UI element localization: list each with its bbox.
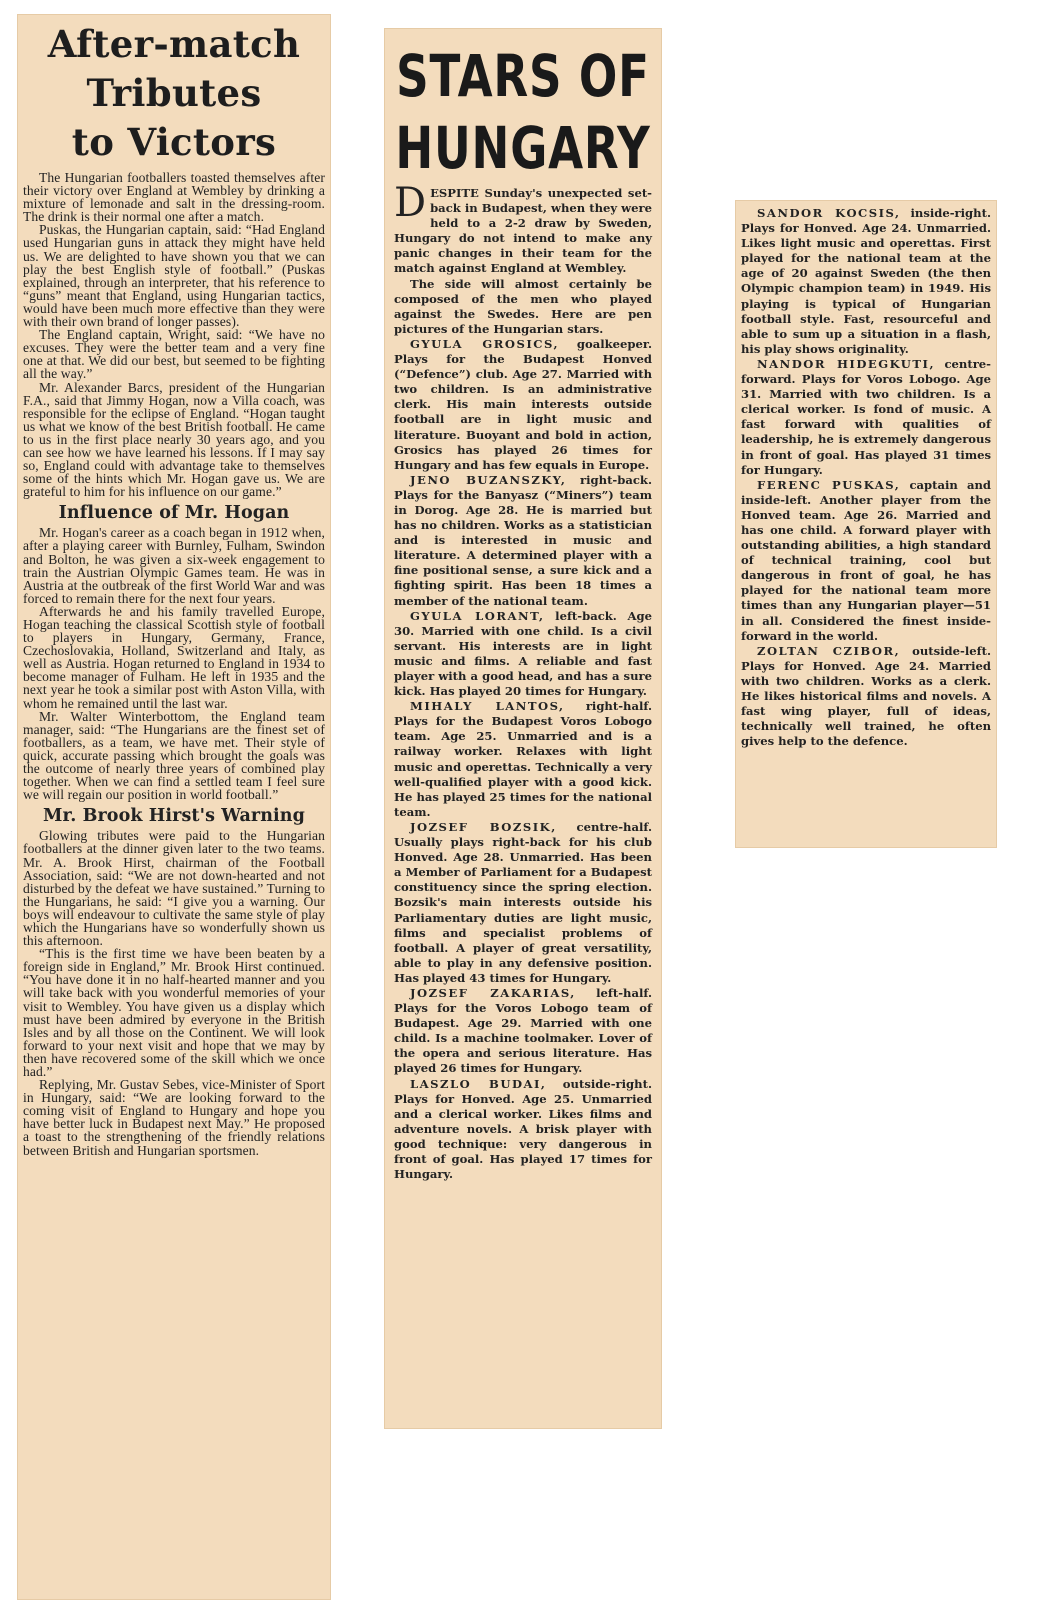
clipping-after-match-tributes xyxy=(17,14,331,1600)
paragraph: Mr. Walter Winterbottom, the England team manager, said: “The Hungarians are the finest set of footballers, as a team, we have met. Their style of quick, accurate passing which brought the goals was the outcome of nearly three years of combined play together. When we can find a settled team I feel sure we will regain our position in world football.” xyxy=(23,708,325,803)
player-entry xyxy=(394,1077,652,1183)
player-text: left-half. Plays for the Voros Lobogo team of Budapest. Age 29. Married with one child. Is a machine toolmaker. Lover of the opera and serious literature. Has played 26 times for Hungary. xyxy=(394,985,652,1076)
paragraph: Mr. Hogan's career as a coach began in 1912 when, after a playing career with Burnley, Fulham, Swindon and Bolton, he was given a six-week engagement to train the Austrian Olympic Games team. He was in Austria at the outbreak of the first World War and was forced to remain there for the next four years. xyxy=(23,525,325,606)
player-name: SANDOR KOCSIS, xyxy=(757,206,901,220)
intro-paragraph xyxy=(394,180,653,277)
player-name: FERENC PUSKAS, xyxy=(757,477,901,492)
player-entry xyxy=(741,206,991,357)
paragraph: The side will almost certainly be composed of the men who played against the Swedes. Here are pen pictures of the Hungarian stars. xyxy=(394,276,652,336)
player-text: right-half. Plays for the Budapest Voros Lobogo team. Age 25. Unmarried and is a railway worker. Relaxes with light music and operettas. Technically a very well-qualified player with a good kick. He has played 25 times for the national team. xyxy=(394,699,652,819)
player-entry xyxy=(394,986,652,1077)
paragraph: Glowing tributes were paid to the Hungarian footballers at the dinner given later to the two teams. Mr. A. Brook Hirst, chairman of the Football Association, said: “We are not down-hearted and not disturbed by the defeat we have sustained.” Turning to the Hungarians, he said: “I give you a warning. Our boys will endeavour to cultivate the same style of play which the Hungarians have so wonderfully shown us this afternoon. xyxy=(23,828,325,949)
player-entry xyxy=(394,820,652,986)
article-body xyxy=(741,206,991,749)
headline-line: Tributes xyxy=(86,71,262,115)
player-entry xyxy=(741,478,991,644)
player-name: ZOLTAN CZIBOR, xyxy=(757,643,901,658)
headline-line: HUNGARY xyxy=(395,114,651,182)
clipping-stars-of-hungary xyxy=(384,28,662,1429)
article-body xyxy=(394,180,653,1182)
intro-text: ESPITE Sunday's unexpected set-back in Budapest, when they were held to a 2-2 draw by Sweden, Hungary do not intend to make any panic changes in their team for the match against England at Wembley. xyxy=(394,186,653,276)
paragraph: Puskas, the Hungarian captain, said: “Had England used Hungarian guns in attack they might have held us. We are delighted to have shown you that we can play the best English style of football.” (Puskas explained, through an interpreter, that his reference to “guns” meant that England, using Hungarian tactics, would have been much more effective than they were with their own brand of longer passes). xyxy=(23,222,325,330)
drop-cap: D xyxy=(394,180,427,226)
headline-stars-of-hungary xyxy=(391,40,655,184)
subheading-influence-of-mr-hogan: Influence of Mr. Hogan xyxy=(58,503,290,524)
player-text: captain and inside-left. Another player from the Honved team. Age 26. Married and has one child. A forward player with outstanding abilities, a high standard of technical training, cool but dangerous in front of goal, he has played for the national team more times than any Hungarian player—51 in all. Considered the finest inside-forward in the world. xyxy=(741,477,992,643)
player-text: centre-half. Usually plays right-back for his club Honved. Age 28. Unmarried. Has been a Member of Parliament for a Budapest constituency since the spring election. Bozsik's main interests outside his Parliamentary duties are light music, films and specialist problems of football. A player of great versatility, able to play in any defensive position. Has played 43 times for Hungary. xyxy=(394,819,652,985)
paragraph: Mr. Alexander Barcs, president of the Hungarian F.A., said that Jimmy Hogan, now a Villa coach, was responsible for the eclipse of England. “Hogan taught us what we know of the best British football. He came to us in the first place nearly 30 years ago, and you can see how we have learned his lessons. If I may say so, England could with advantage take to themselves some of the hints which Mr. Hogan gave us. We are grateful to him for his influence on our game.” xyxy=(23,379,325,500)
player-name: LASZLO BUDAI, xyxy=(410,1076,547,1091)
player-name: JOZSEF BOZSIK, xyxy=(410,819,557,834)
headline-after-match-tributes xyxy=(23,20,325,167)
player-entry xyxy=(394,473,652,609)
player-entry xyxy=(394,699,652,820)
paragraph: The England captain, Wright, said: “We have no excuses. They were the better team and a very fine one at that. We did our best, but seemed to be fighting all the way.” xyxy=(23,327,325,382)
article-body xyxy=(23,171,325,1157)
player-entry xyxy=(394,609,652,700)
player-name: JENO BUZANSZKY, xyxy=(410,472,567,487)
player-name: NANDOR HIDEGKUTI, xyxy=(757,356,935,371)
player-text: centre-forward. Plays for Voros Lobogo. Age 31. Married with two children. Is a clerical worker. Is fond of music. A fast forward with qualities of leadership, he is extremely dangerous in front of goal. Has played 31 times for Hungary. xyxy=(741,356,991,477)
player-name: GYULA GROSICS, xyxy=(410,336,559,351)
player-entry xyxy=(741,357,991,478)
clipping-stars-of-hungary-continued xyxy=(735,200,997,848)
player-name: GYULA LORANT, xyxy=(410,608,545,623)
player-text: outside-right. Plays for Honved. Age 25. Unmarried and a clerical worker. Likes films and adventure novels. A brisk player with good technique: very dangerous in front of goal. Has played 17 times for Hungary. xyxy=(394,1076,652,1182)
player-entry xyxy=(741,644,991,750)
player-text: right-back. Plays for the Banyasz (“Miners”) team in Dorog. Age 28. He is married but has no children. Works as a statistician and is interested in music and literature. A determined player with a fine positional sense, a sure kick and a fighting spirit. Has been 18 times a member of the national team. xyxy=(394,472,652,608)
subheading-brook-hirst-warning: Mr. Brook Hirst's Warning xyxy=(43,806,305,827)
headline-line: STARS OF xyxy=(396,42,650,110)
player-name: MIHALY LANTOS, xyxy=(410,699,565,714)
player-text: outside-left. Plays for Honved. Age 24. Married with two children. Works as a clerk. He likes historical films and novels. A fast wing player, full of ideas, technically well trained, he often gives help to the defence. xyxy=(741,643,991,749)
paragraph: Afterwards he and his family travelled Europe, Hogan teaching the classical Scottish style of football to players in Hungary, Germany, France, Czechoslovakia, Holland, Switzerland and Italy, as well as Austria. Hogan returned to England in 1934 to become manager of Fulham. He left in 1935 and the next year he took a similar post with Aston Villa, with whom he remained until the last war. xyxy=(23,603,325,711)
player-name: JOZSEF ZAKARIAS, xyxy=(410,985,576,1000)
headline-line: to Victors xyxy=(71,120,277,164)
headline-line: After-match xyxy=(47,22,301,66)
player-text: inside-right. Plays for Honved. Age 24. Unmarried. Likes light music and operettas. First played for the national team at the age of 20 against Sweden (the then Olympic champion team) in 1949. His playing is typical of Hungarian football style. Fast, resourceful and able to sum up a situation in a flash, his play shows originality. xyxy=(741,206,991,356)
player-text: goalkeeper. Plays for the Budapest Honved (“Defence”) club. Age 27. Married with two children. Is an administrative clerk. His main interests outside football are in light music and literature. Buoyant and bold in action, Grosics has played 26 times for Hungary and has few equals in Europe. xyxy=(394,336,652,472)
paragraph: The Hungarian footballers toasted themselves after their victory over England at Wembley by drinking a mixture of lemonade and salt in the dressing-room. The drink is their normal one after a match. xyxy=(23,170,325,225)
paragraph: “This is the first time we have been beaten by a foreign side in England,” Mr. Brook Hirst continued. “You have done it in no half-hearted manner and you will take back with you wonderful memories of your visit to Wembley. You have given us a display which must have been admired by everyone in the British Isles and by all those on the Continent. We will look forward to your next visit and hope that we may by then have recovered some of the skill which we once had.” xyxy=(23,946,325,1079)
player-entry xyxy=(394,337,652,473)
paragraph: Replying, Mr. Gustav Sebes, vice-Minister of Sport in Hungary, said: “We are looking forward to the coming visit of England to Hungary and hope you have better luck in Budapest next May.” He proposed a toast to the strengthening of the friendly relations between British and Hungarian sportsmen. xyxy=(23,1077,325,1158)
player-text: left-back. Age 30. Married with one child. Is a civil servant. His interests are in light music and films. A reliable and fast player with a good head, and has a sure kick. Has played 20 times for Hungary. xyxy=(394,608,652,699)
